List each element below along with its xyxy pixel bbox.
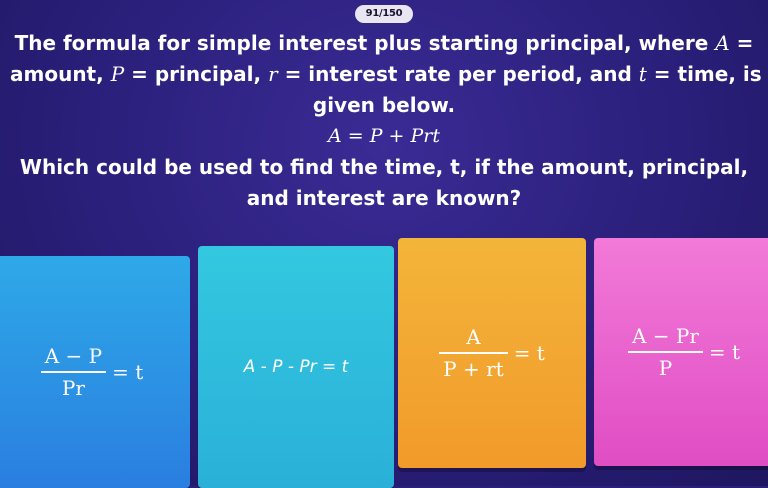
answer-2-expression: A - P - Pr = t	[243, 357, 349, 377]
answer-3-expression	[439, 325, 545, 381]
answer-1-rhs: = t	[112, 360, 144, 384]
answer-3-rhs: = t	[513, 341, 545, 365]
answer-3-fraction	[439, 325, 508, 381]
var-t: t	[638, 62, 647, 86]
formula: A = P + Prt	[327, 125, 440, 147]
answer-4-rhs: = t	[708, 340, 741, 364]
answer-1-numerator: A − P	[44, 344, 103, 368]
answer-3-numerator: A	[466, 325, 481, 349]
question-line-2-part-c: = interest rate per period, and	[277, 62, 639, 86]
question-line-2-part-d: = time, is	[646, 62, 762, 86]
fraction-bar	[41, 371, 106, 373]
fraction-bar	[628, 351, 703, 353]
answer-4-fraction	[628, 324, 703, 380]
answer-option-4[interactable]	[594, 238, 768, 466]
question-line-2-part-b: = principal,	[124, 62, 269, 86]
answer-4-denominator: P	[658, 356, 673, 380]
question-line-4: Which could be used to find the time, t, if the amount, principal,	[19, 155, 749, 179]
answer-4-expression	[628, 324, 740, 380]
answer-4-numerator: A − Pr	[631, 324, 699, 348]
answer-3-denominator: P + rt	[443, 357, 504, 381]
question-line-2	[10, 59, 762, 90]
answer-option-2[interactable]	[198, 246, 394, 488]
question-line-1-end: =	[729, 31, 754, 55]
answer-options	[0, 238, 768, 486]
fraction-bar	[439, 352, 508, 354]
var-p: P	[110, 62, 125, 86]
question-line-5: and interest are known?	[246, 186, 522, 210]
question-line-2-part-a: amount,	[10, 62, 111, 86]
answer-option-3[interactable]	[398, 238, 586, 468]
answer-1-fraction	[41, 344, 106, 400]
answer-option-1[interactable]	[0, 256, 190, 488]
answer-1-denominator: Pr	[61, 376, 85, 400]
question-counter: 91/150	[355, 5, 413, 23]
question-text	[10, 28, 762, 214]
answer-1-expression	[41, 344, 144, 400]
var-a: A	[715, 31, 730, 55]
question-line-1-text: The formula for simple interest plus starting principal, where	[14, 31, 716, 55]
var-r: r	[268, 62, 278, 86]
question-line-1	[10, 28, 758, 59]
question-line-3: given below.	[312, 93, 456, 117]
